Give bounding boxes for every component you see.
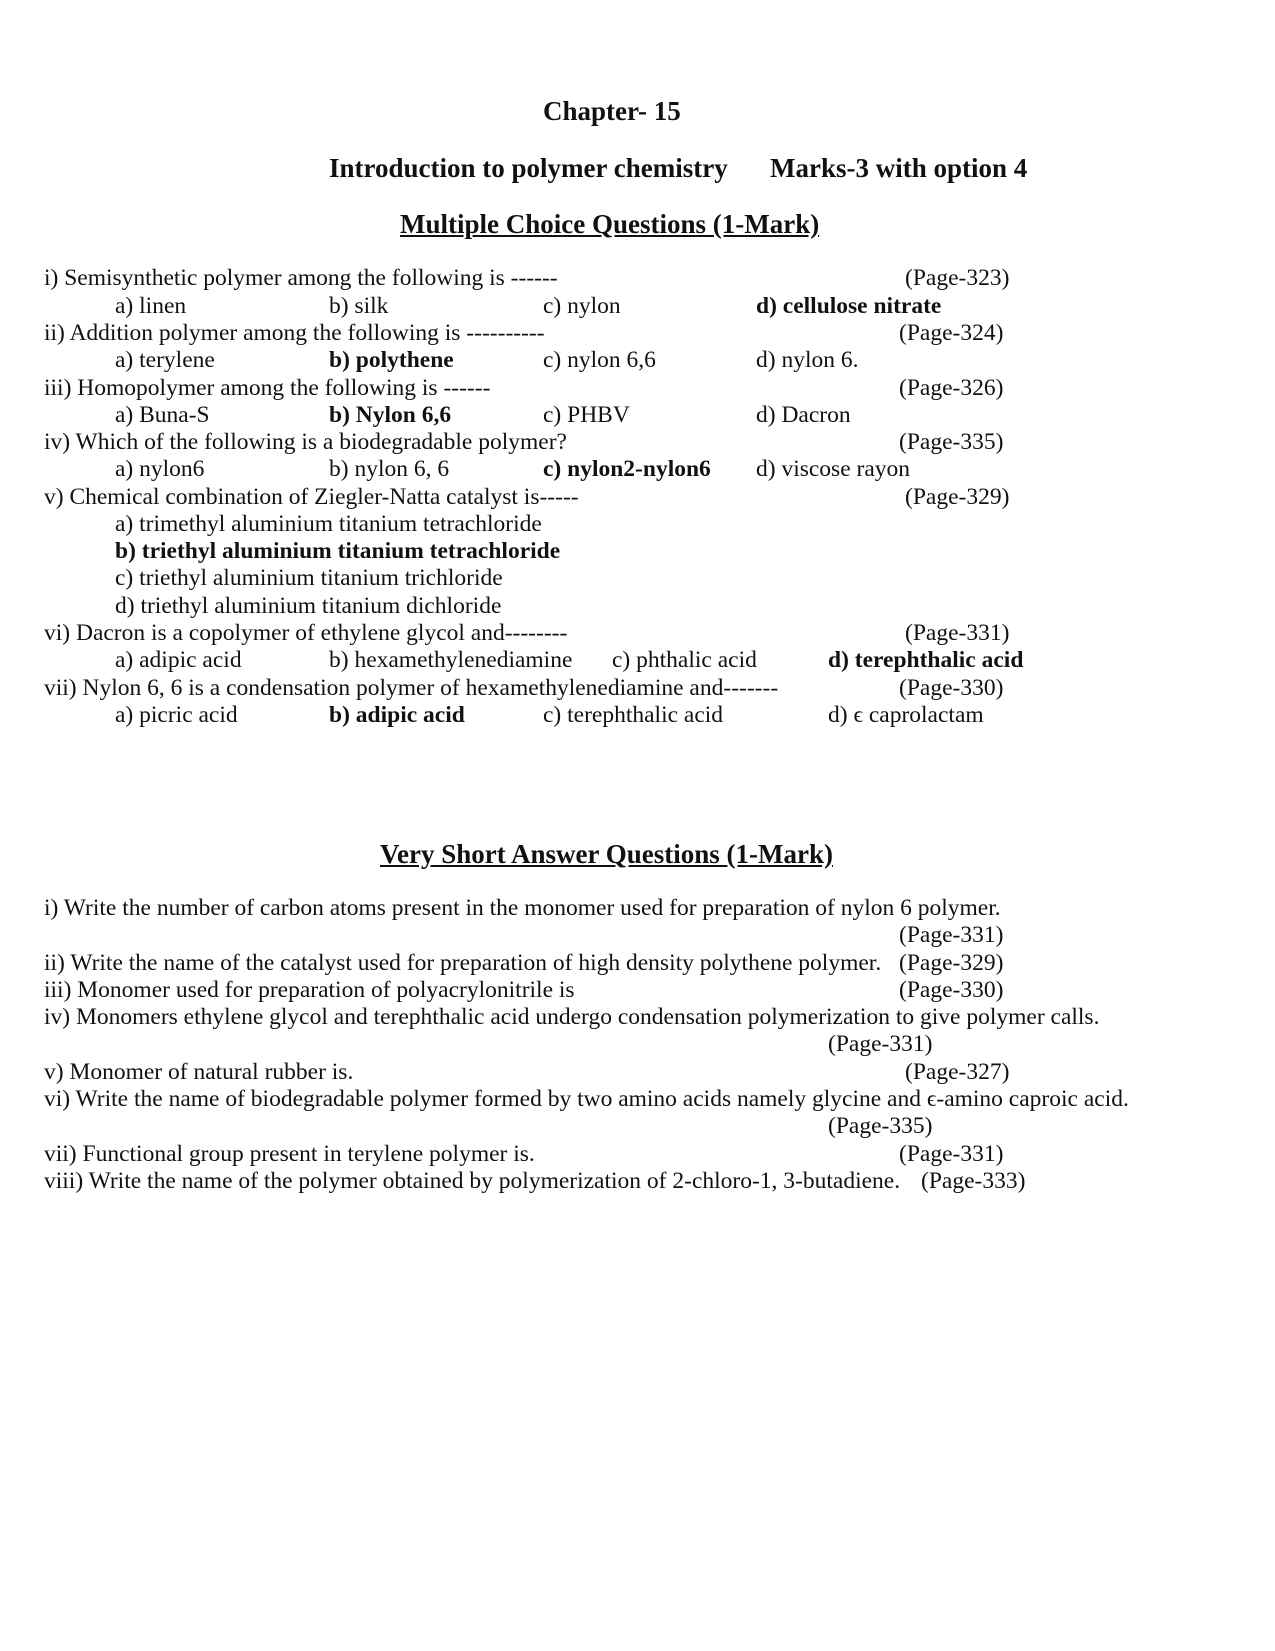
page-reference: (Page-331): [828, 1031, 933, 1057]
vsa-question: iv) Monomers ethylene glycol and terephthalic acid undergo condensation polymerization to give polymer calls.: [44, 1004, 1100, 1030]
mcq-option: c) PHBV: [543, 402, 630, 428]
page-reference: (Page-331): [905, 620, 1010, 646]
mcq-option: c) nylon 6,6: [543, 347, 656, 373]
chapter-title: Chapter- 15: [543, 96, 681, 126]
mcq-option-answer: b) triethyl aluminium titanium tetrachloride: [115, 538, 561, 564]
marks-label: Marks-3 with option 4: [770, 153, 1028, 183]
vsa-section-title: Very Short Answer Questions (1-Mark): [380, 839, 833, 869]
mcq-option: c) nylon: [543, 293, 621, 319]
page-reference: (Page-331): [899, 922, 1004, 948]
mcq-question-stem: iv) Which of the following is a biodegradable polymer?: [44, 429, 567, 455]
mcq-question-stem: vii) Nylon 6, 6 is a condensation polymer of hexamethylenediamine and-------: [44, 675, 779, 701]
mcq-option: b) silk: [329, 293, 389, 319]
page-reference: (Page-326): [899, 375, 1004, 401]
page-reference: (Page-330): [899, 977, 1004, 1003]
page-reference: (Page-327): [905, 1059, 1010, 1085]
mcq-option: a) linen: [115, 293, 187, 319]
mcq-option: d) nylon 6.: [756, 347, 859, 373]
vsa-question: v) Monomer of natural rubber is.: [44, 1059, 354, 1085]
mcq-option: c) phthalic acid: [612, 647, 757, 673]
mcq-question-stem: v) Chemical combination of Ziegler-Natta catalyst is-----: [44, 484, 579, 510]
mcq-question-stem: iii) Homopolymer among the following is ------: [44, 375, 491, 401]
mcq-option-answer: d) cellulose nitrate: [756, 293, 942, 319]
vsa-question: ii) Write the name of the catalyst used for preparation of high density polythene polymer.: [44, 950, 882, 976]
topic-title: Introduction to polymer chemistry: [329, 153, 728, 183]
vsa-question: i) Write the number of carbon atoms present in the monomer used for preparation of nylon 6 polymer.: [44, 895, 1001, 921]
mcq-option-answer: b) Nylon 6,6: [329, 402, 452, 428]
mcq-option: b) nylon 6, 6: [329, 456, 450, 482]
vsa-question: vii) Functional group present in terylene polymer is.: [44, 1141, 535, 1167]
mcq-option: a) adipic acid: [115, 647, 242, 673]
mcq-option: d) viscose rayon: [756, 456, 911, 482]
mcq-question-stem: ii) Addition polymer among the following is ----------: [44, 320, 545, 346]
page-reference: (Page-333): [921, 1168, 1026, 1194]
page-reference: (Page-335): [899, 429, 1004, 455]
mcq-option: c) triethyl aluminium titanium trichloride: [115, 565, 503, 591]
vsa-question: iii) Monomer used for preparation of polyacrylonitrile is: [44, 977, 575, 1003]
mcq-option: a) terylene: [115, 347, 215, 373]
mcq-option: c) terephthalic acid: [543, 702, 724, 728]
mcq-option: a) nylon6: [115, 456, 205, 482]
mcq-option: a) picric acid: [115, 702, 238, 728]
mcq-option-answer: c) nylon2-nylon6: [543, 456, 711, 482]
mcq-option: d) triethyl aluminium titanium dichloride: [115, 593, 502, 619]
page-reference: (Page-331): [899, 1141, 1004, 1167]
mcq-question-stem: vi) Dacron is a copolymer of ethylene glycol and--------: [44, 620, 568, 646]
page-reference: (Page-323): [905, 265, 1010, 291]
page-reference: (Page-335): [828, 1113, 933, 1139]
page-reference: (Page-329): [905, 484, 1010, 510]
vsa-question: vi) Write the name of biodegradable polymer formed by two amino acids namely glycine and ϵ-amino caproic acid.: [44, 1086, 1129, 1112]
mcq-option-answer: d) terephthalic acid: [828, 647, 1024, 673]
mcq-option: a) trimethyl aluminium titanium tetrachloride: [115, 511, 542, 537]
page-reference: (Page-330): [899, 675, 1004, 701]
page-reference: (Page-324): [899, 320, 1004, 346]
mcq-option-answer: b) polythene: [329, 347, 454, 373]
mcq-section-title: Multiple Choice Questions (1-Mark): [400, 209, 820, 239]
vsa-question: viii) Write the name of the polymer obtained by polymerization of 2-chloro-1, 3-butadiene.: [44, 1168, 901, 1194]
page-reference: (Page-329): [899, 950, 1004, 976]
mcq-option-answer: b) adipic acid: [329, 702, 465, 728]
mcq-option: a) Buna-S: [115, 402, 210, 428]
mcq-option: d) Dacron: [756, 402, 851, 428]
mcq-question-stem: i) Semisynthetic polymer among the following is ------: [44, 265, 558, 291]
mcq-option: d) ϵ caprolactam: [828, 702, 984, 728]
mcq-option: b) hexamethylenediamine: [329, 647, 573, 673]
